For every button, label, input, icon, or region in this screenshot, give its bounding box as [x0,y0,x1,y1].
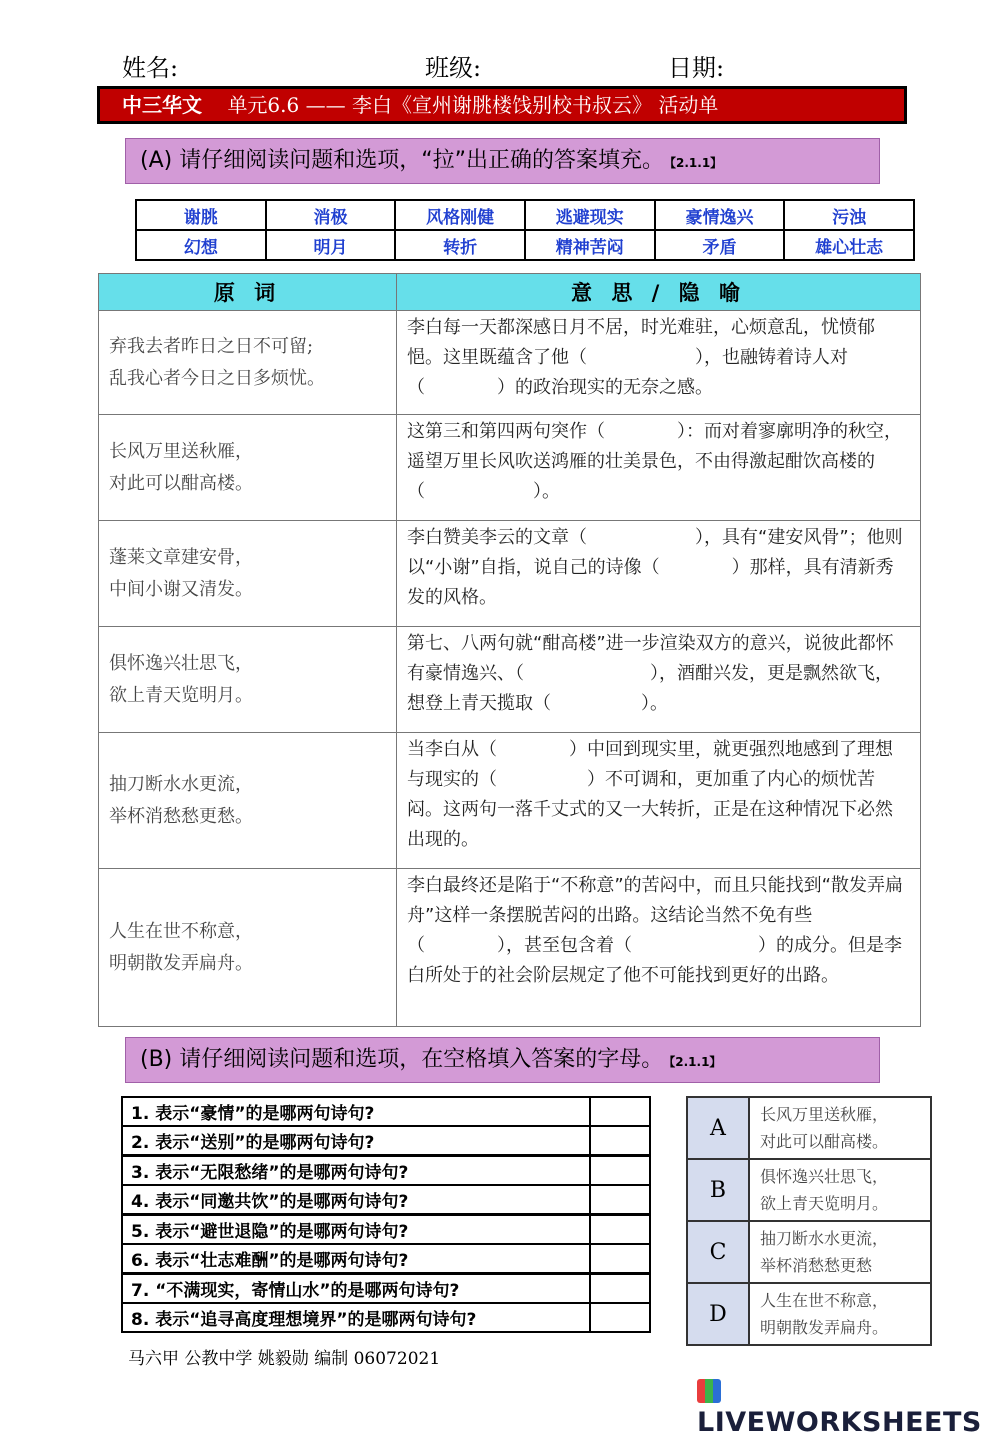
meaning-text[interactable]: 这第三和第四两句突作（ ）：而对着寥廓明净的秋空，遥望万里长风吹送鸿雁的壮美景色，不由得激起酣饮高楼的（ ）。 [397,415,921,521]
meaning-text[interactable]: 李白赞美李云的文章（ ），具有“建安风骨”；他则以“小谢”自指，说自己的诗像（ ）那样，具有清新秀发的风格。 [397,521,921,627]
name-label: 姓名: [122,54,179,82]
section-b-code: 【2.1.1】 [669,1055,722,1069]
meaning-text[interactable]: 李白最终还是陷于“不称意”的苦闷中，而且只能找到“散发弄扁舟”这样一条摆脱苦闷的出路。这结论当然不免有些（ ），甚至包含着（ ）的成分。但是李白所处于的社会阶层规定了他不可能找到更好的出路。 [397,869,921,1027]
class-label: 班级: [425,54,482,82]
liveworksheets-icon [697,1379,721,1403]
liveworksheets-logo [697,1376,1000,1438]
verse-line: 弃我去者昨日之日不可留; [109,335,314,357]
option-verse [749,1221,931,1283]
option-verse [749,1097,931,1159]
answer-input[interactable] [590,1156,650,1186]
answer-input[interactable] [590,1274,650,1304]
original-verse [99,733,397,869]
meaning-text[interactable]: 第七、八两句就“酣高楼”进一步渲染双方的意兴，说彼此都怀有豪情逸兴、（ ），酒酣兴发，更是飘然欲飞，想登上青天揽取（ ）。 [397,627,921,733]
verse-line: 人生在世不称意， [760,1291,889,1310]
option-letter: C [687,1221,749,1283]
option-verse [749,1159,931,1221]
answer-key-table [686,1096,932,1346]
column-header-original: 原 词 [99,274,397,311]
original-verse [99,311,397,415]
question-text: 3. 表示“无限愁绪”的是哪两句诗句? [122,1156,590,1186]
answer-input[interactable] [590,1126,650,1156]
original-verse [99,869,397,1027]
question-text: 7. “不满现实，寄情山水”的是哪两句诗句? [122,1274,590,1304]
verse-line: 长风万里送秋雁， [109,440,253,462]
section-a-heading [125,138,880,184]
section-b-label: (B) 请仔细阅读问题和选项，在空格填入答案的字母。 [140,1047,664,1072]
word-bank-item[interactable]: 转折 [395,230,525,260]
answer-input[interactable] [590,1215,650,1245]
verse-line: 蓬莱文章建安骨， [109,546,253,568]
worksheet-title-bar [97,86,907,124]
original-verse [99,627,397,733]
footer-credit: 马六甲 公教中学 姚毅勋 编制 06072021 [128,1349,441,1369]
verse-line: 欲上青天览明月。 [760,1194,889,1213]
verse-line: 人生在世不称意， [109,920,253,942]
option-letter: D [687,1283,749,1345]
option-letter: A [687,1097,749,1159]
section-b-heading [125,1037,880,1083]
word-bank-item[interactable]: 明月 [266,230,396,260]
word-bank-item[interactable]: 矛盾 [655,230,785,260]
title-prefix: 中三华文 [122,93,202,117]
answer-input[interactable] [590,1244,650,1274]
verse-line: 举杯消愁愁更愁 [760,1256,873,1275]
verse-line: 抽刀断水水更流， [760,1229,889,1248]
question-text: 2. 表示“送别”的是哪两句诗句? [122,1126,590,1156]
brand-text: LIVEWORKSHEETS [697,1407,982,1438]
verse-line: 欲上青天览明月。 [109,684,253,706]
option-verse [749,1283,931,1345]
verse-line: 中间小谢又清发。 [109,578,253,600]
section-a-code: 【2.1.1】 [670,156,723,170]
question-text: 4. 表示“同邀共饮”的是哪两句诗句? [122,1185,590,1215]
answer-input[interactable] [590,1185,650,1215]
answer-input[interactable] [590,1303,650,1332]
word-bank-item[interactable]: 幻想 [136,230,266,260]
meaning-text[interactable]: 李白每一天都深感日月不居，时光难驻，心烦意乱，忧愤郁悒。这里既蕴含了他（ ），也融铸着诗人对（ ）的政治现实的无奈之感。 [397,311,921,415]
word-bank-item[interactable]: 精神苦闷 [525,230,655,260]
column-header-meaning: 意 思 / 隐 喻 [397,274,921,311]
question-text: 6. 表示“壮志难酬”的是哪两句诗句? [122,1244,590,1274]
verse-line: 举杯消愁愁更愁。 [109,805,253,827]
meaning-text[interactable]: 当李白从（ ）中回到现实里，就更强烈地感到了理想与现实的（ ）不可调和，更加重了内心的烦忧苦闷。这两句一落千丈式的又一大转折，正是在这种情况下必然出现的。 [397,733,921,869]
question-table [121,1096,651,1333]
word-bank-item[interactable]: 逃避现实 [525,200,655,230]
question-text: 5. 表示“避世退隐”的是哪两句诗句? [122,1215,590,1245]
word-bank-item[interactable]: 污浊 [784,200,914,230]
word-bank-item[interactable]: 风格刚健 [395,200,525,230]
answer-input[interactable] [590,1097,650,1126]
word-bank-item[interactable]: 消极 [266,200,396,230]
verse-line: 抽刀断水水更流， [109,773,253,795]
original-verse [99,521,397,627]
section-a-label: (A) 请仔细阅读问题和选项，“拉”出正确的答案填充。 [140,148,665,173]
question-text: 1. 表示“豪情”的是哪两句诗句? [122,1097,590,1126]
word-bank-item[interactable]: 雄心壮志 [784,230,914,260]
verse-line: 对此可以酣高楼。 [109,472,253,494]
verse-line: 明朝散发弄扁舟。 [109,952,253,974]
date-label: 日期: [668,54,725,82]
verse-line: 明朝散发弄扁舟。 [760,1318,889,1337]
title-text: 单元6.6 —— 李白《宣州谢朓楼饯别校书叔云》 活动单 [227,93,719,117]
original-verse [99,415,397,521]
word-bank-item[interactable]: 谢朓 [136,200,266,230]
word-bank-item[interactable]: 豪情逸兴 [655,200,785,230]
verse-line: 长风万里送秋雁， [760,1105,889,1124]
question-text: 8. 表示“追寻高度理想境界”的是哪两句诗句? [122,1303,590,1332]
verse-line: 俱怀逸兴壮思飞， [760,1167,889,1186]
verse-line: 对此可以酣高楼。 [760,1132,889,1151]
option-letter: B [687,1159,749,1221]
meaning-table [98,273,921,1027]
verse-line: 乱我心者今日之日多烦忧。 [109,367,325,389]
verse-line: 俱怀逸兴壮思飞， [109,652,253,674]
word-bank [135,199,915,261]
